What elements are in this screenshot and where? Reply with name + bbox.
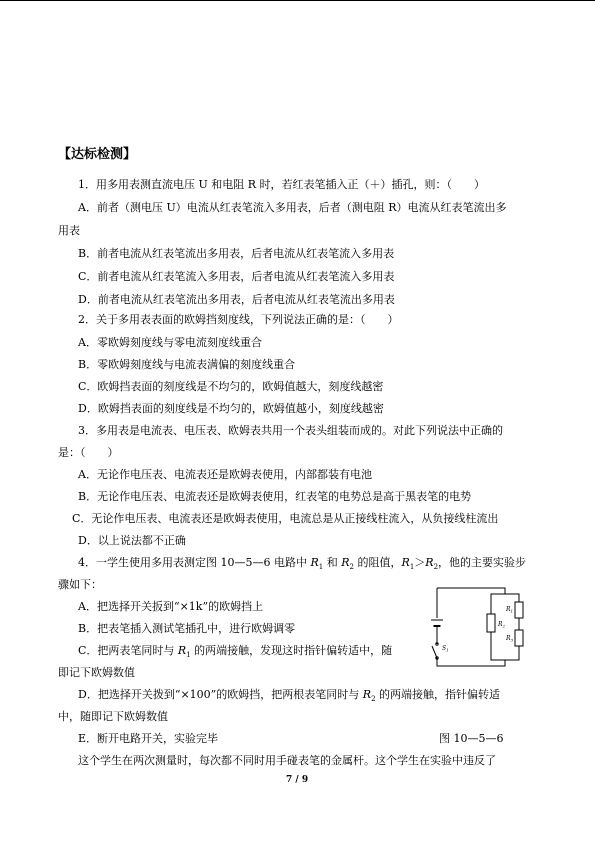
q4-step-d: D．把选择开关拨到“×100”的欧姆挡，把两根表笔同时与 $R_2$ 的两端接触，指针偏转适 bbox=[78, 688, 501, 704]
label-s1: $S_1$ bbox=[442, 645, 449, 653]
q1-option-a: A．前者（测电压 U）电流从红表笔流入多用表，后者（测电阻 R）电流从红表笔流出多 bbox=[78, 201, 507, 214]
q2-option-d: D．欧姆挡表面的刻度线是不均匀的，欧姆值越小，刻度线越密 bbox=[78, 402, 384, 415]
q4-step-c: C．把两表笔同时与 $R_1$ 的两端接触，发现这时指针偏转适中，随 bbox=[78, 644, 393, 660]
q3-stem-cont: 是：（ ） bbox=[58, 446, 119, 459]
q2-stem: 2．关于多用表表面的欧姆挡刻度线，下列说法正确的是：（ ） bbox=[78, 313, 399, 326]
q4-stem: 4．一学生使用多用表测定图 10—5—6 电路中 $R_1$ 和 $R_2$ 的阻值，$R_1>R_2$，他的主要实验步 bbox=[78, 556, 527, 572]
q2-option-b: B．零欧姆刻度线与电流表满偏的刻度线重合 bbox=[78, 358, 296, 371]
q1-option-a-cont: 用表 bbox=[58, 224, 80, 237]
q4-stem-cont: 骤如下： bbox=[58, 578, 102, 591]
page-number: 7 / 9 bbox=[286, 775, 309, 785]
q4-continuation: 这个学生在两次测量时，每次都不同时用手碰表笔的金属杆。这个学生在实验中违反了 bbox=[78, 754, 496, 767]
q1-option-d: D．前者电流从红表笔流出多用表，后者电流从红表笔流出多用表 bbox=[78, 293, 395, 306]
q3-option-b: B．无论作电压表、电流表还是欧姆表使用，红表笔的电势总是高于黑表笔的电势 bbox=[78, 490, 472, 503]
label-r1: $R_1$ bbox=[506, 606, 514, 614]
q3-option-a: A．无论作电压表、电流表还是欧姆表使用，内部都装有电池 bbox=[78, 468, 372, 481]
q2-option-a: A．零欧姆刻度线与零电流刻度线重合 bbox=[78, 336, 262, 349]
header-rule bbox=[0, 0, 595, 1]
q3-stem: 3．多用表是电流表、电压表、欧姆表共用一个表头组装而成的。对此下列说法中正确的 bbox=[78, 424, 503, 437]
switch-lever-icon bbox=[432, 646, 437, 658]
q1-stem: 1．用多用表测直流电压 U 和电阻 R 时，若红表笔插入正（＋）插孔，则：（ ） bbox=[78, 178, 486, 191]
resistor-r1 bbox=[515, 602, 523, 618]
q4-step-a: A．把选择开关扳到“×1k”的欧姆挡上 bbox=[78, 600, 264, 613]
wire-bottom bbox=[437, 658, 505, 666]
q3-option-d: D．以上说法都不正确 bbox=[78, 534, 186, 547]
q1-option-b: B．前者电流从红表笔流出多用表，后者电流从红表笔流入多用表 bbox=[78, 247, 395, 260]
q1-option-c: C．前者电流从红表笔流入多用表，后者电流从红表笔流入多用表 bbox=[78, 270, 395, 283]
figure-caption: 图 10—5—6 bbox=[439, 732, 504, 745]
resistor-r2 bbox=[487, 614, 495, 632]
label-r3: $R_3$ bbox=[506, 635, 514, 643]
q4-step-c-cont: 即记下欧姆数值 bbox=[58, 666, 135, 679]
resistor-r3 bbox=[515, 630, 523, 646]
q3-option-c: C．无论作电压表、电流表还是欧姆表使用，电流总是从正接线柱流入，从负接线柱流出 bbox=[72, 512, 499, 525]
circuit-diagram bbox=[425, 582, 525, 670]
wire-top bbox=[437, 588, 505, 594]
q4-step-e: E．断开电路开关，实验完毕 bbox=[78, 732, 219, 745]
section-title: 【达标检测】 bbox=[58, 147, 137, 162]
label-r2: $R_2$ bbox=[498, 621, 506, 629]
q2-option-c: C．欧姆挡表面的刻度线是不均匀的，欧姆值越大，刻度线越密 bbox=[78, 380, 384, 393]
q4-step-b: B．把表笔插入测试笔插孔中，进行欧姆调零 bbox=[78, 622, 296, 635]
q4-step-d-cont: 中，随即记下欧姆数值 bbox=[58, 710, 168, 723]
